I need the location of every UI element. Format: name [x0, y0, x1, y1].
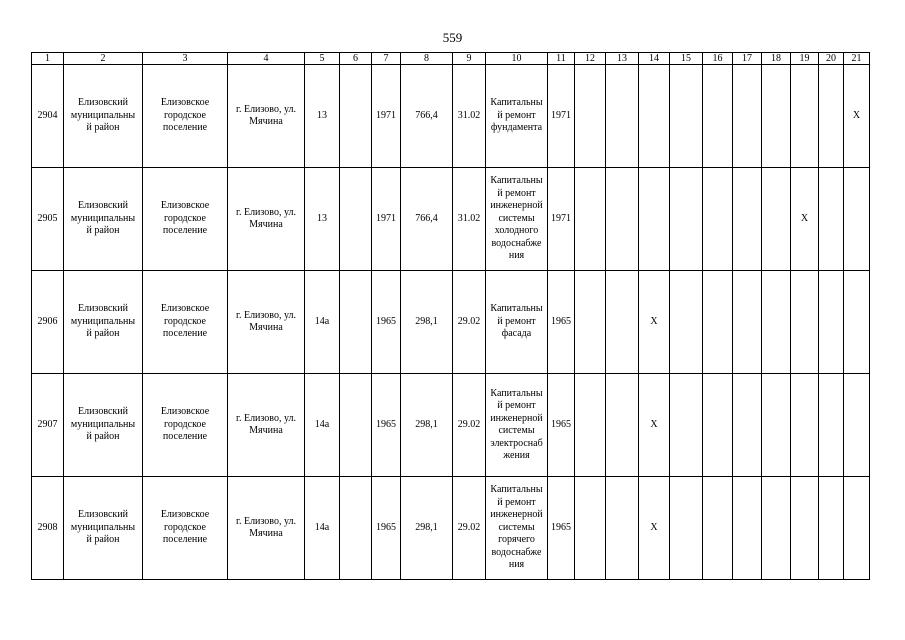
- table-cell: [486, 374, 548, 477]
- table-cell: [548, 65, 575, 168]
- table-cell: [64, 271, 143, 374]
- table-cell: [844, 374, 870, 477]
- table-cell: [819, 477, 844, 580]
- table-cell: [228, 374, 305, 477]
- table-cell: [453, 168, 486, 271]
- table-cell: [340, 168, 372, 271]
- table-row: [32, 374, 870, 477]
- table-cell: [606, 477, 639, 580]
- table-cell: [64, 374, 143, 477]
- cell-text: 29.02: [457, 315, 481, 327]
- cell-text: 29.02: [457, 521, 481, 533]
- cell-text: Елизовское городское поселение: [160, 303, 210, 340]
- column-header: 14: [639, 53, 670, 65]
- table-cell: [791, 374, 819, 477]
- table-cell: [606, 65, 639, 168]
- table-cell: [703, 65, 733, 168]
- table-cell: [453, 271, 486, 374]
- table-cell: [486, 477, 548, 580]
- table-cell: [32, 271, 64, 374]
- table-cell: [606, 271, 639, 374]
- table-cell: [32, 374, 64, 477]
- table-cell: [844, 271, 870, 374]
- cell-text: Елизовский муниципальны й район: [70, 200, 136, 237]
- table-row: [32, 168, 870, 271]
- cell-text: Капитальны й ремонт фундамента: [490, 97, 543, 134]
- table-cell: [401, 477, 453, 580]
- cell-text: Елизовский муниципальны й район: [70, 97, 136, 134]
- table-cell: [703, 168, 733, 271]
- cell-text: 13: [317, 109, 327, 121]
- table-cell: [844, 168, 870, 271]
- table-cell: [670, 374, 703, 477]
- column-header: 13: [606, 53, 639, 65]
- column-header: 5: [305, 53, 340, 65]
- cell-text: 766,4: [415, 212, 438, 224]
- column-header: 3: [143, 53, 228, 65]
- cell-text: 1971: [376, 109, 396, 121]
- column-header: 11: [548, 53, 575, 65]
- cell-text: г. Елизово, ул. Мячина: [235, 103, 297, 127]
- table-cell: [32, 477, 64, 580]
- table-cell: [670, 65, 703, 168]
- cell-text: Елизовский муниципальны й район: [70, 406, 136, 443]
- table-cell: [401, 168, 453, 271]
- cell-text: г. Елизово, ул. Мячина: [235, 206, 297, 230]
- cell-text: 1965: [551, 418, 571, 430]
- table-cell: [548, 374, 575, 477]
- table-cell: [32, 65, 64, 168]
- cell-text: 2905: [37, 212, 58, 224]
- table-cell: [305, 168, 340, 271]
- cell-text: 766,4: [415, 109, 438, 121]
- table-cell: [639, 271, 670, 374]
- table-cell: [228, 168, 305, 271]
- cell-text: 2904: [37, 109, 58, 121]
- table-cell: [228, 477, 305, 580]
- column-header: 20: [819, 53, 844, 65]
- table-cell: [340, 65, 372, 168]
- cell-text: X: [852, 109, 861, 121]
- cell-text: 1965: [376, 418, 396, 430]
- table-cell: [372, 477, 401, 580]
- table-cell: [143, 374, 228, 477]
- cell-text: 1965: [376, 521, 396, 533]
- cell-text: Елизовское городское поселение: [160, 406, 210, 443]
- table-cell: [401, 271, 453, 374]
- table-cell: [372, 168, 401, 271]
- table-cell: [575, 477, 606, 580]
- column-header: 21: [844, 53, 870, 65]
- table-cell: [703, 477, 733, 580]
- cell-text: 29.02: [457, 418, 481, 430]
- cell-text: Елизовский муниципальны й район: [70, 303, 136, 340]
- cell-text: 2907: [37, 418, 58, 430]
- table-body: [32, 65, 870, 580]
- cell-text: 1971: [551, 212, 571, 224]
- cell-text: 13: [317, 212, 327, 224]
- cell-text: 1971: [551, 109, 571, 121]
- table-cell: [791, 477, 819, 580]
- table-cell: [762, 271, 791, 374]
- table-cell: [819, 374, 844, 477]
- cell-text: 14а: [314, 521, 330, 533]
- cell-text: 2906: [37, 315, 58, 327]
- table-cell: [228, 65, 305, 168]
- table-cell: [819, 168, 844, 271]
- table-cell: [639, 65, 670, 168]
- table-cell: [733, 271, 762, 374]
- table-cell: [453, 374, 486, 477]
- table-cell: [548, 477, 575, 580]
- table-cell: [606, 374, 639, 477]
- cell-text: 31.02: [457, 212, 481, 224]
- table-cell: [762, 477, 791, 580]
- table-cell: [670, 271, 703, 374]
- cell-text: 14а: [314, 315, 330, 327]
- table-cell: [819, 65, 844, 168]
- table-cell: [844, 477, 870, 580]
- table-cell: [305, 65, 340, 168]
- cell-text: 14а: [314, 418, 330, 430]
- column-header: 9: [453, 53, 486, 65]
- table-cell: [575, 168, 606, 271]
- cell-text: Капитальны й ремонт инженерной системы электроснаб жения: [490, 387, 543, 461]
- table-cell: [372, 271, 401, 374]
- table-cell: [670, 168, 703, 271]
- table-cell: [548, 271, 575, 374]
- table-cell: [733, 168, 762, 271]
- column-header: 10: [486, 53, 548, 65]
- cell-text: Елизовский муниципальны й район: [70, 509, 136, 546]
- cell-text: X: [650, 315, 658, 327]
- page-number: 559: [442, 30, 463, 45]
- column-header: 8: [401, 53, 453, 65]
- column-header: 16: [703, 53, 733, 65]
- table-cell: [401, 374, 453, 477]
- cell-text: 1965: [376, 315, 396, 327]
- cell-text: Елизовское городское поселение: [160, 97, 210, 134]
- table-row: [32, 271, 870, 374]
- table-cell: [733, 374, 762, 477]
- header-row: [32, 53, 870, 65]
- table-cell: [305, 374, 340, 477]
- cell-text: г. Елизово, ул. Мячина: [235, 412, 297, 436]
- column-header: 18: [762, 53, 791, 65]
- cell-text: X: [800, 212, 809, 224]
- table-cell: [64, 477, 143, 580]
- cell-text: Елизовское городское поселение: [160, 200, 210, 237]
- table-cell: [791, 65, 819, 168]
- cell-text: 298,1: [415, 315, 438, 327]
- table-cell: [228, 271, 305, 374]
- table-row: [32, 65, 870, 168]
- column-header: 6: [340, 53, 372, 65]
- table-cell: [606, 168, 639, 271]
- column-header: 7: [372, 53, 401, 65]
- table-cell: [64, 168, 143, 271]
- column-header: 19: [791, 53, 819, 65]
- cell-text: 1965: [551, 315, 571, 327]
- table-cell: [548, 168, 575, 271]
- table-cell: [64, 65, 143, 168]
- cell-text: Капитальны й ремонт фасада: [490, 303, 543, 340]
- table-cell: [639, 168, 670, 271]
- column-header: 1: [32, 53, 64, 65]
- table-cell: [32, 168, 64, 271]
- table-cell: [762, 65, 791, 168]
- cell-text: Капитальны й ремонт инженерной системы холодного водоснабже ния: [490, 175, 543, 262]
- column-header: 15: [670, 53, 703, 65]
- column-header: 17: [733, 53, 762, 65]
- table-cell: [143, 65, 228, 168]
- register-table: [31, 52, 870, 580]
- table-cell: [733, 477, 762, 580]
- table-cell: [453, 65, 486, 168]
- column-header: 2: [64, 53, 143, 65]
- table-cell: [372, 65, 401, 168]
- table-cell: [703, 271, 733, 374]
- table-cell: [762, 374, 791, 477]
- cell-text: X: [650, 521, 658, 533]
- table-cell: [401, 65, 453, 168]
- cell-text: 298,1: [415, 418, 438, 430]
- cell-text: 2908: [37, 521, 58, 533]
- table-row: [32, 477, 870, 580]
- table-cell: [143, 477, 228, 580]
- table-cell: [670, 477, 703, 580]
- table-cell: [340, 374, 372, 477]
- table-cell: [639, 477, 670, 580]
- table-cell: [486, 168, 548, 271]
- table-cell: [703, 374, 733, 477]
- cell-text: Елизовское городское поселение: [160, 509, 210, 546]
- table-cell: [819, 271, 844, 374]
- table-cell: [486, 65, 548, 168]
- table-header: [32, 53, 870, 65]
- table-cell: [453, 477, 486, 580]
- cell-text: 298,1: [415, 521, 438, 533]
- table-cell: [143, 168, 228, 271]
- cell-text: г. Елизово, ул. Мячина: [235, 515, 297, 539]
- table-cell: [575, 65, 606, 168]
- column-header: 12: [575, 53, 606, 65]
- table-cell: [305, 271, 340, 374]
- table-cell: [305, 477, 340, 580]
- cell-text: Капитальны й ремонт инженерной системы горячего водоснабже ния: [490, 484, 543, 571]
- table-cell: [372, 374, 401, 477]
- cell-text: X: [650, 418, 658, 430]
- table-cell: [733, 65, 762, 168]
- table-cell: [486, 271, 548, 374]
- table-cell: [340, 477, 372, 580]
- table-cell: [143, 271, 228, 374]
- cell-text: г. Елизово, ул. Мячина: [235, 309, 297, 333]
- table-cell: [791, 168, 819, 271]
- table-cell: [844, 65, 870, 168]
- table-cell: [575, 374, 606, 477]
- cell-text: 31.02: [457, 109, 481, 121]
- table-cell: [762, 168, 791, 271]
- table-cell: [575, 271, 606, 374]
- column-header: 4: [228, 53, 305, 65]
- cell-text: 1965: [551, 521, 571, 533]
- table-cell: [639, 374, 670, 477]
- table-cell: [340, 271, 372, 374]
- cell-text: 1971: [376, 212, 396, 224]
- table-cell: [791, 271, 819, 374]
